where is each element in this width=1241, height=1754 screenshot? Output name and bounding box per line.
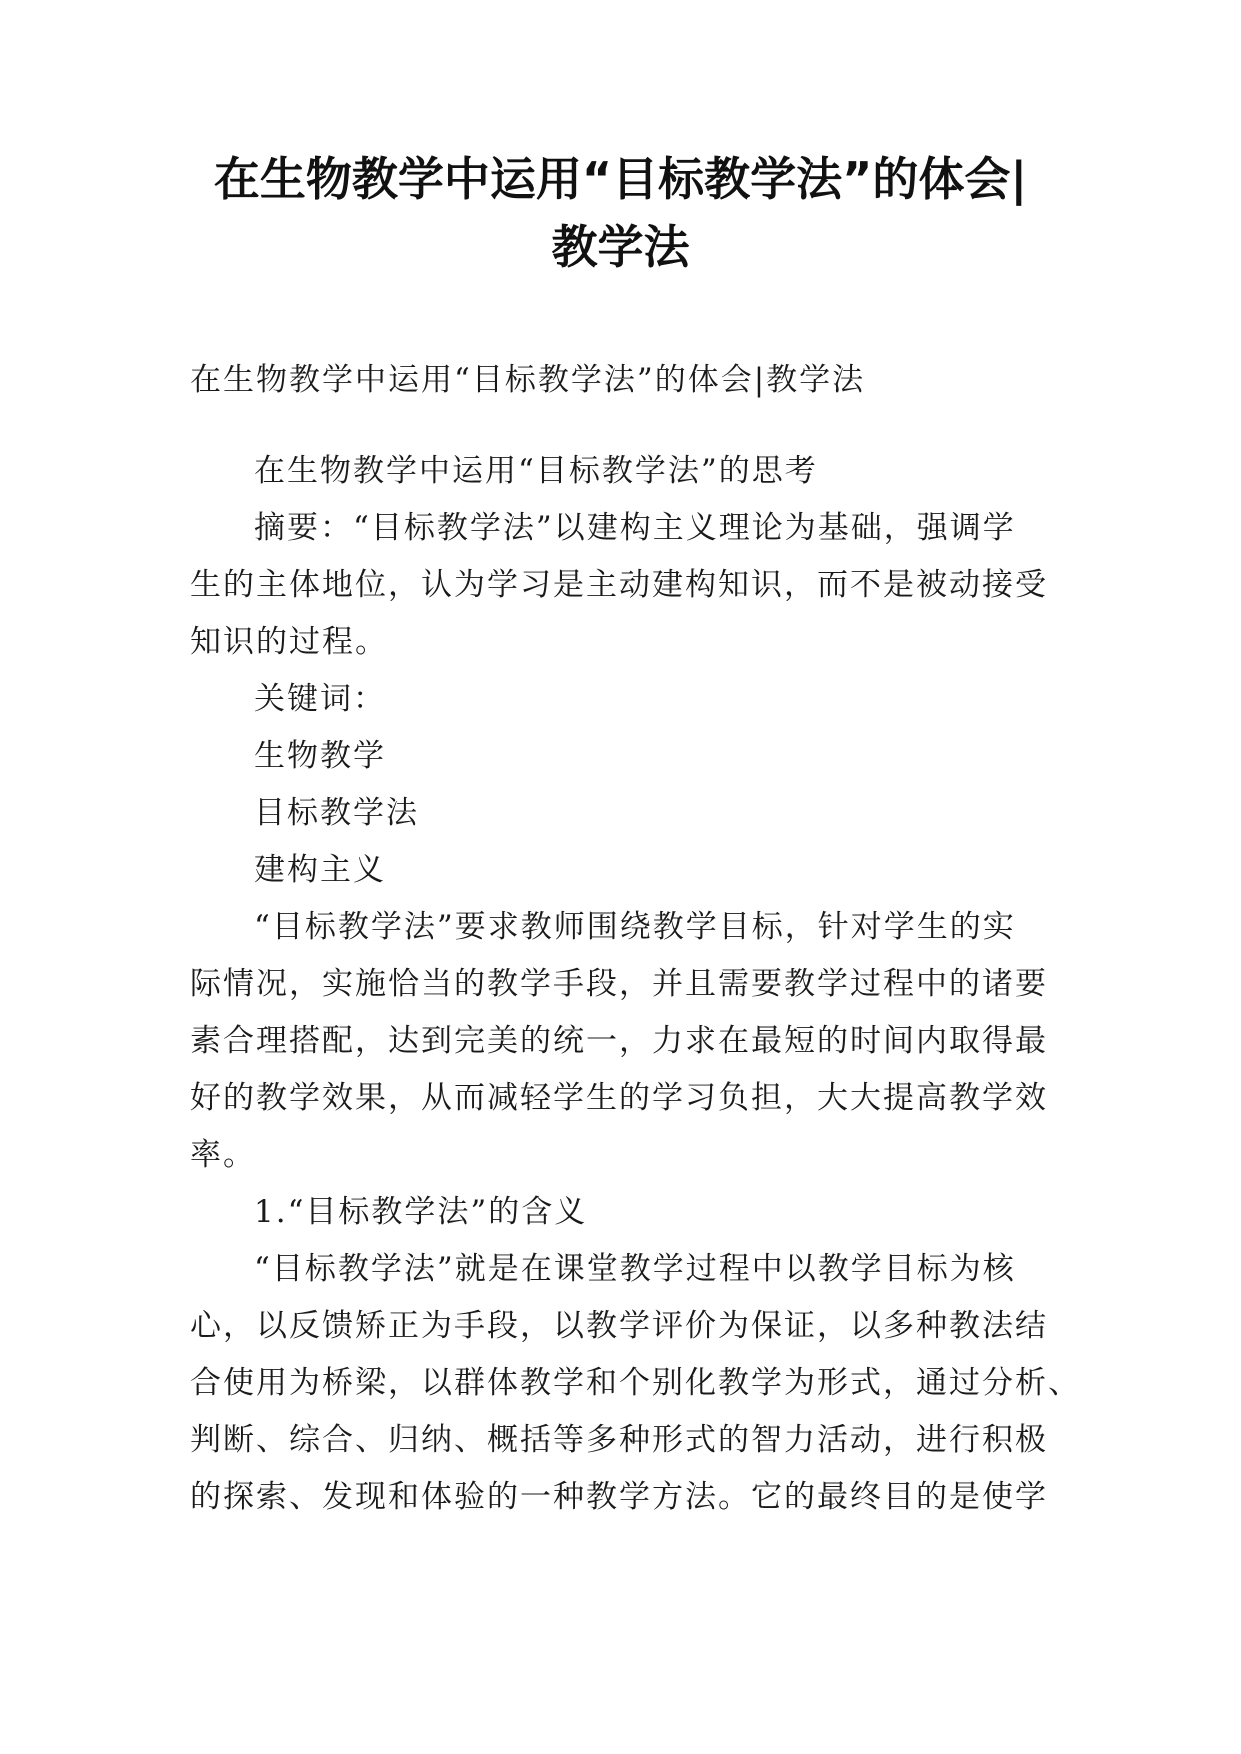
abstract-line-2: 生的主体地位，认为学习是主动建构知识，而不是被动接受 [190, 567, 1048, 603]
paragraph-2-line-5: 的探索、发现和体验的一种教学方法。它的最终目的是使学 [190, 1479, 1048, 1515]
paragraph-2-line-2: 心，以反馈矫正为手段，以教学评价为保证，以多种教法结 [190, 1308, 1048, 1344]
abstract-line-3: 知识的过程。 [190, 624, 388, 660]
article-heading: 在生物教学中运用“目标教学法”的思考 [254, 453, 818, 489]
abstract-line-1: 摘要：“目标教学法”以建构主义理论为基础，强调学 [254, 510, 1016, 546]
paragraph-1-line-1: “目标教学法”要求教师围绕教学目标，针对学生的实 [254, 909, 1016, 945]
section-heading-1: 1.“目标教学法”的含义 [254, 1194, 588, 1230]
document-body [190, 352, 1081, 1526]
keyword-item: 生物教学 [254, 738, 386, 774]
title-line-1: 在生物教学中运用“目标教学法”的体会| [213, 152, 1028, 206]
keyword-item: 目标教学法 [254, 795, 419, 831]
keyword-item: 建构主义 [254, 852, 386, 888]
paragraph-1-line-5: 率。 [190, 1137, 256, 1173]
keywords-label: 关键词： [254, 681, 386, 717]
paragraph-2-line-1: “目标教学法”就是在课堂教学过程中以教学目标为核 [254, 1251, 1016, 1287]
title-line-2: 教学法 [551, 220, 690, 274]
paragraph-2-line-3: 合使用为桥梁，以群体教学和个别化教学为形式，通过分析、 [190, 1365, 1081, 1401]
paragraph-1-line-3: 素合理搭配，达到完美的统一，力求在最短的时间内取得最 [190, 1023, 1048, 1059]
document-title [180, 145, 1061, 281]
paragraph-1-line-4: 好的教学效果，从而减轻学生的学习负担，大大提高教学效 [190, 1080, 1048, 1116]
paragraph-2-line-4: 判断、综合、归纳、概括等多种形式的智力活动，进行积极 [190, 1422, 1048, 1458]
subtitle: 在生物教学中运用“目标教学法”的体会|教学法 [190, 362, 866, 398]
paragraph-1-line-2: 际情况，实施恰当的教学手段，并且需要教学过程中的诸要 [190, 966, 1048, 1002]
